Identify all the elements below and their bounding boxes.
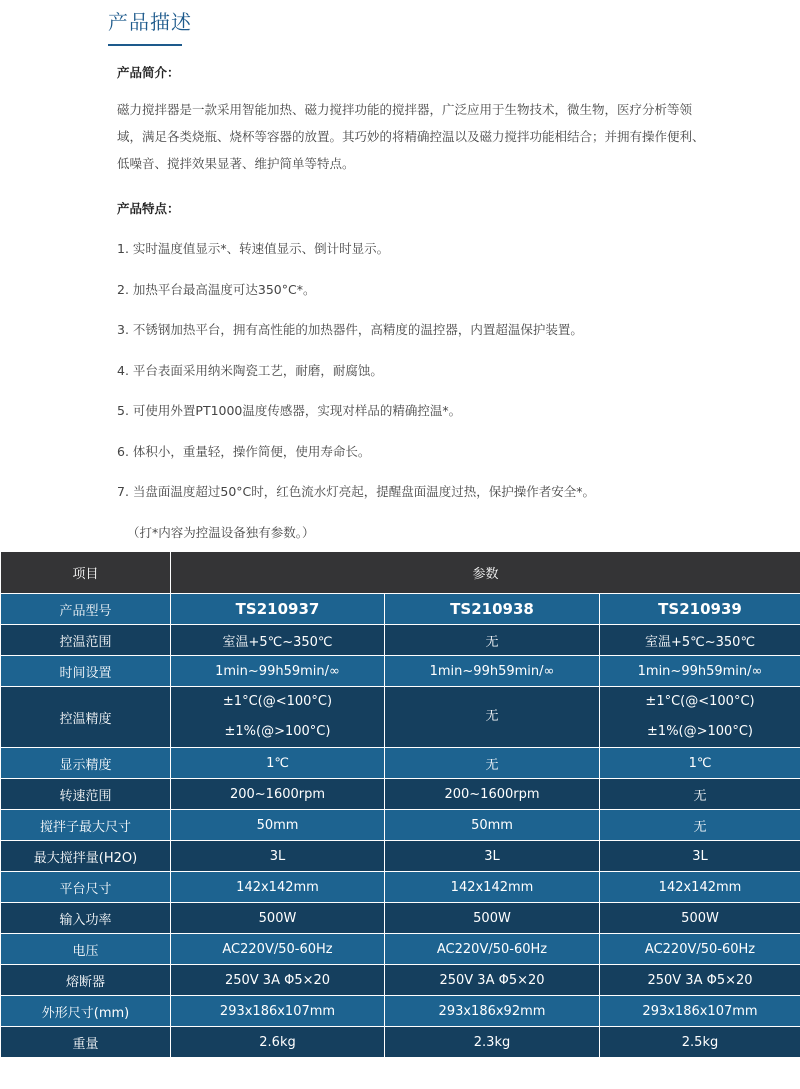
table-cell: 2.5kg bbox=[600, 1027, 800, 1058]
model-cell: TS210937 bbox=[171, 594, 385, 625]
table-header-row bbox=[1, 552, 800, 594]
table-cell: AC220V/50-60Hz bbox=[171, 934, 385, 965]
table-cell: 1min~99h59min/∞ bbox=[600, 656, 800, 687]
table-cell: 250V 3A Φ5×20 bbox=[171, 965, 385, 996]
table-cell: 2.3kg bbox=[385, 1027, 600, 1058]
feature-item: 5. 可使用外置PT1000温度传感器，实现对样品的精确控温*。 bbox=[117, 403, 462, 418]
table-row bbox=[1, 779, 800, 810]
table-row bbox=[1, 872, 800, 903]
table-row bbox=[1, 810, 800, 841]
table-cell: 293x186x107mm bbox=[171, 996, 385, 1027]
feature-item: 6. 体积小，重量轻，操作简便，使用寿命长。 bbox=[117, 444, 371, 459]
table-cell: 200~1600rpm bbox=[171, 779, 385, 810]
table-cell: 1min~99h59min/∞ bbox=[385, 656, 600, 687]
footnote: （打*内容为控温设备独有参数。） bbox=[127, 525, 315, 540]
table-row bbox=[1, 656, 800, 687]
table-cell: 3L bbox=[171, 841, 385, 872]
table-row bbox=[1, 903, 800, 934]
row-label: 电压 bbox=[1, 934, 171, 965]
table-cell: 50mm bbox=[171, 810, 385, 841]
row-label: 控温精度 bbox=[1, 687, 171, 748]
table-cell: 1℃ bbox=[600, 748, 800, 779]
row-label: 熔断器 bbox=[1, 965, 171, 996]
table-row bbox=[1, 687, 800, 748]
header-item: 项目 bbox=[1, 552, 171, 594]
table-cell: 3L bbox=[385, 841, 600, 872]
model-cell: TS210939 bbox=[600, 594, 800, 625]
header-params: 参数 bbox=[171, 552, 800, 594]
table-row bbox=[1, 748, 800, 779]
section-title: 产品描述 bbox=[108, 6, 182, 46]
row-label: 显示精度 bbox=[1, 748, 171, 779]
table-row bbox=[1, 1027, 800, 1058]
table-row bbox=[1, 996, 800, 1027]
table-row bbox=[1, 934, 800, 965]
model-cell: TS210938 bbox=[385, 594, 600, 625]
feature-item: 4. 平台表面采用纳米陶瓷工艺，耐磨，耐腐蚀。 bbox=[117, 363, 383, 378]
table-cell bbox=[385, 687, 600, 748]
table-cell: 无 bbox=[385, 748, 600, 779]
cell-line: ±1°C(@<100°C) bbox=[222, 694, 333, 709]
table-cell: 500W bbox=[385, 903, 600, 934]
table-cell bbox=[600, 687, 800, 748]
feature-item: 7. 当盘面温度超过50°C时，红色流水灯亮起，提醒盘面温度过热，保护操作者安全*。 bbox=[117, 484, 596, 499]
feature-item: 1. 实时温度值显示*、转速值显示、倒计时显示。 bbox=[117, 241, 390, 256]
table-cell bbox=[171, 687, 385, 748]
feature-item: 3. 不锈钢加热平台，拥有高性能的加热器件，高精度的温控器，内置超温保护装置。 bbox=[117, 322, 583, 337]
table-cell: 500W bbox=[600, 903, 800, 934]
row-label: 重量 bbox=[1, 1027, 171, 1058]
row-label: 控温范围 bbox=[1, 625, 171, 656]
model-row bbox=[1, 594, 800, 625]
row-label: 转速范围 bbox=[1, 779, 171, 810]
table-cell: AC220V/50-60Hz bbox=[385, 934, 600, 965]
cell-line: ±1%(@>100°C) bbox=[224, 724, 331, 739]
spec-table bbox=[0, 551, 800, 1058]
table-cell: 50mm bbox=[385, 810, 600, 841]
table-cell: 室温+5℃~350℃ bbox=[600, 625, 800, 656]
table-row bbox=[1, 841, 800, 872]
row-label: 产品型号 bbox=[1, 594, 171, 625]
row-label: 最大搅拌量(H2O) bbox=[1, 841, 171, 872]
cell-line: ±1°C(@<100°C) bbox=[645, 694, 755, 709]
table-cell: 1min~99h59min/∞ bbox=[171, 656, 385, 687]
table-cell: 142x142mm bbox=[385, 872, 600, 903]
row-label: 平台尺寸 bbox=[1, 872, 171, 903]
table-row bbox=[1, 965, 800, 996]
table-cell: 2.6kg bbox=[171, 1027, 385, 1058]
table-cell: 3L bbox=[600, 841, 800, 872]
row-label: 外形尺寸(mm) bbox=[1, 996, 171, 1027]
table-cell: 无 bbox=[600, 779, 800, 810]
table-cell: 293x186x107mm bbox=[600, 996, 800, 1027]
row-label: 时间设置 bbox=[1, 656, 171, 687]
feature-item: 2. 加热平台最高温度可达350°C*。 bbox=[117, 282, 316, 297]
table-cell: 250V 3A Φ5×20 bbox=[385, 965, 600, 996]
table-cell: AC220V/50-60Hz bbox=[600, 934, 800, 965]
cell-line: ±1%(@>100°C) bbox=[647, 724, 753, 739]
intro-label: 产品简介： bbox=[117, 65, 180, 80]
row-label: 输入功率 bbox=[1, 903, 171, 934]
table-cell: 500W bbox=[171, 903, 385, 934]
table-cell: 142x142mm bbox=[600, 872, 800, 903]
table-cell: 200~1600rpm bbox=[385, 779, 600, 810]
table-cell: 室温+5℃~350℃ bbox=[171, 625, 385, 656]
intro-text: 磁力搅拌器是一款采用智能加热、磁力搅拌功能的搅拌器，广泛应用于生物技术，微生物，医疗分析等领域，满足各类烧瓶、烧杯等容器的放置。其巧妙的将精确控温以及磁力搅拌功能相结合；并拥有操作便利、低噪音、搅拌效果显著、维护简单等特点。 bbox=[117, 102, 705, 171]
table-cell: 无 bbox=[385, 625, 600, 656]
cell-line: 无 bbox=[485, 709, 499, 724]
row-label: 搅拌子最大尺寸 bbox=[1, 810, 171, 841]
table-cell: 293x186x92mm bbox=[385, 996, 600, 1027]
features-label: 产品特点： bbox=[117, 201, 180, 216]
table-cell: 1℃ bbox=[171, 748, 385, 779]
table-cell: 250V 3A Φ5×20 bbox=[600, 965, 800, 996]
table-cell: 无 bbox=[600, 810, 800, 841]
table-row bbox=[1, 625, 800, 656]
table-cell: 142x142mm bbox=[171, 872, 385, 903]
